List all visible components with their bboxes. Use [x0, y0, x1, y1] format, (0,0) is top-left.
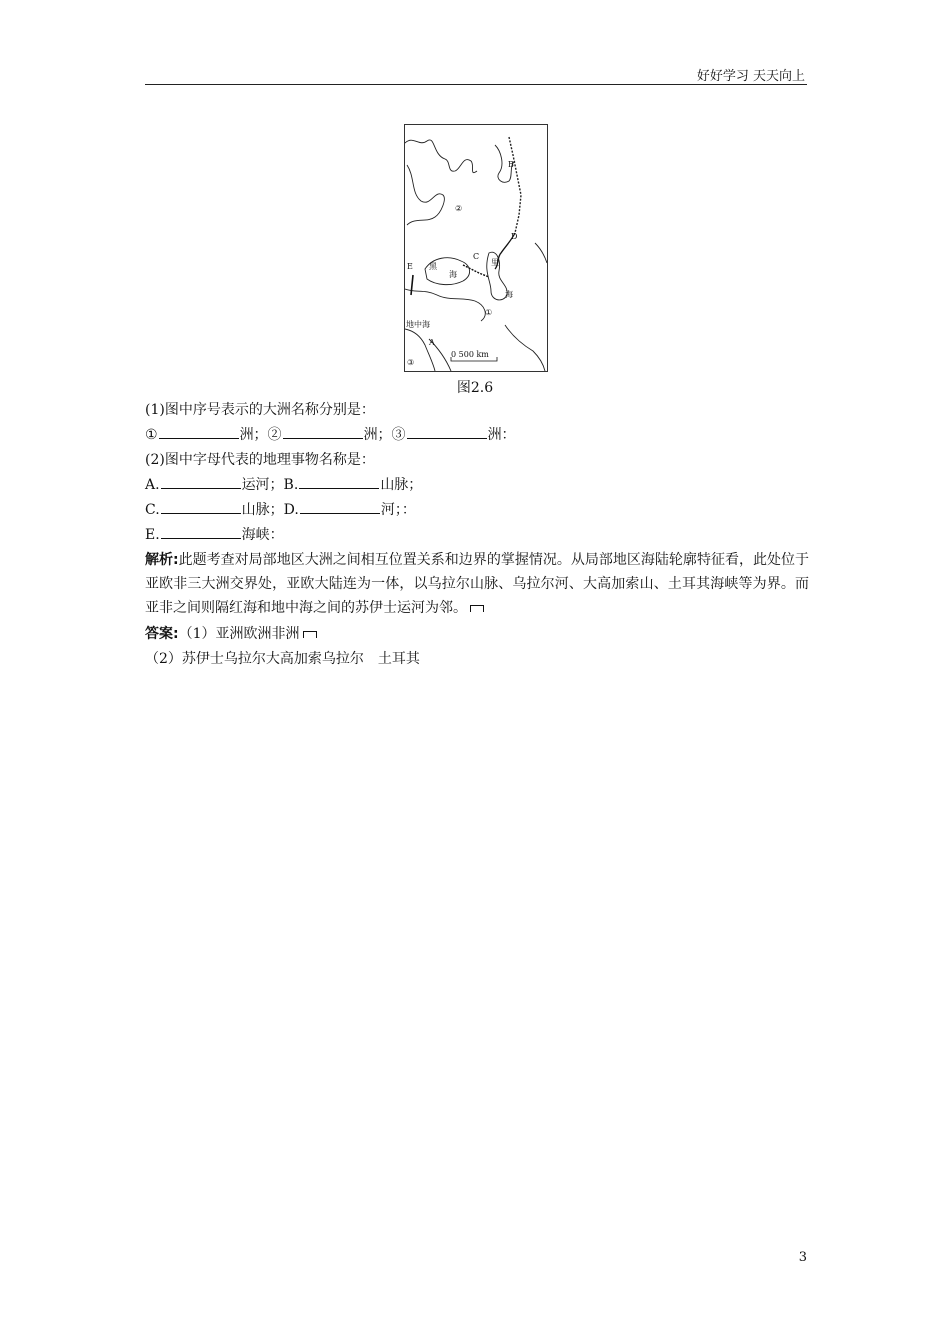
q2-e-pre: E.	[145, 527, 160, 543]
label-mediterranean: 地中海	[406, 320, 430, 329]
blank-2	[283, 425, 363, 439]
coastline-scandinavia	[407, 165, 444, 225]
label-E: E	[407, 262, 413, 271]
q2-line-c	[145, 499, 416, 521]
scale-label: 0 500 km	[451, 350, 489, 359]
caucasus	[463, 265, 489, 277]
arabia-coast	[505, 325, 545, 371]
q2-line-a	[145, 474, 422, 496]
q2-c-pre: C.	[145, 502, 160, 518]
coastline-north	[405, 140, 477, 173]
label-n3: ③	[407, 358, 415, 367]
label-caspian-1: 里	[491, 258, 499, 267]
q1-prompt: (1)图中序号表示的大洲名称分别是：	[145, 402, 375, 418]
blank-1	[159, 425, 239, 439]
q1-sep1: 洲；②	[239, 427, 282, 443]
q2-a-end: 山脉；	[380, 477, 423, 493]
figure-caption: 图2.6	[456, 380, 494, 396]
end-mark	[470, 605, 484, 612]
analysis-label: 解析:	[145, 552, 179, 568]
q1-prefix: ①	[145, 427, 158, 443]
blank-3	[407, 425, 487, 439]
blank-e	[161, 525, 241, 539]
map-figure	[404, 124, 548, 372]
q2-line-e	[145, 524, 284, 546]
page-header	[145, 62, 807, 85]
label-caspian-2: 海	[505, 290, 513, 299]
q2-c-end: 河；：	[380, 502, 416, 518]
blank-a	[161, 475, 241, 489]
blank-d	[300, 500, 380, 514]
q2-a-mid: 运河；B.	[241, 477, 299, 493]
answer-label: 答案:	[145, 626, 179, 642]
ural-mountains	[509, 137, 521, 233]
q1-sep2: 洲；③	[363, 427, 406, 443]
label-n1: ①	[485, 308, 493, 317]
q1-end: 洲：	[487, 427, 516, 443]
answer-line-2: （2）苏伊士乌拉尔大高加索乌拉尔 土耳其	[145, 651, 420, 667]
blank-c	[161, 500, 241, 514]
label-D: D	[511, 232, 518, 241]
label-A: A	[429, 338, 435, 347]
turkey-coast	[405, 289, 485, 321]
blank-b	[299, 475, 379, 489]
right-coast	[535, 243, 547, 263]
label-black-sea-2: 海	[449, 270, 457, 279]
q2-c-mid: 山脉；D.	[241, 502, 299, 518]
label-B: B	[508, 160, 514, 169]
q2-a-pre: A.	[145, 477, 160, 493]
answer-line-1	[145, 623, 317, 645]
map-drawing	[405, 125, 547, 371]
analysis-text: 此题考查对局部地区大洲之间相互位置关系和边界的掌握情况。从局部地区海陆轮廓特征看，此处位于亚欧非三大洲交界处，亚欧大陆连为一体，以乌拉尔山脉、乌拉尔河、大高加索山、土耳其海峡等为界。而亚非之间则隔红海和地中海之间的苏伊士运河为邻。	[145, 552, 809, 616]
q2-e-end: 海峡：	[241, 527, 284, 543]
q1-answers	[145, 424, 516, 446]
answer-mark	[303, 631, 317, 638]
q2-prompt: (2)图中字母代表的地理事物名称是：	[145, 452, 375, 468]
label-C: C	[473, 252, 480, 261]
page-number: 3	[798, 1250, 807, 1265]
analysis-paragraph	[145, 548, 809, 620]
strait	[411, 275, 413, 295]
answer-text-1: （1）亚洲欧洲非洲	[178, 626, 300, 642]
label-black-sea-1: 黑	[429, 262, 437, 271]
label-n2: ②	[455, 204, 463, 213]
header-text: 好好学习 天天向上	[696, 69, 805, 84]
